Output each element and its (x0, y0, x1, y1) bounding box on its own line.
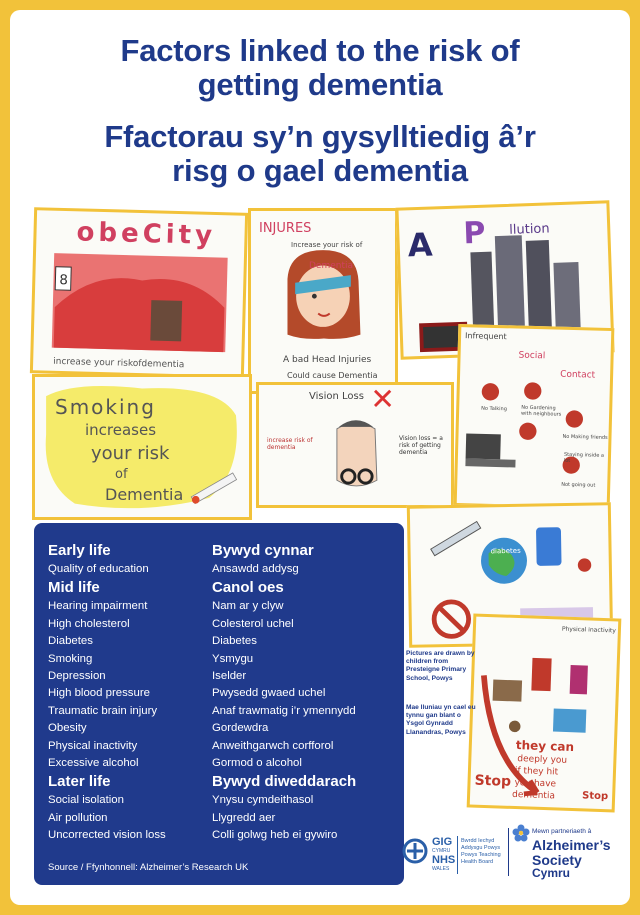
title-welsh-line1: Ffactorau sy’n gysylltiedig â’r (104, 119, 536, 154)
risk-factors-panel (34, 523, 404, 885)
mid-life-item: Obesity (48, 722, 87, 735)
injuries-line4: A bad Head Injuries (283, 355, 372, 365)
title-welsh-line2: risg o gael dementia (172, 153, 468, 188)
final-top-note: Physical inactivity (561, 625, 616, 635)
society-text: Society (532, 852, 582, 868)
nhs-knot-icon (402, 838, 428, 864)
final-line2: deeply you (517, 754, 568, 766)
drawing-social-contact (454, 324, 615, 510)
final-line1: they can (515, 738, 575, 755)
bywyd-diweddarach-heading: Bywyd diweddarach (212, 773, 357, 791)
drawing-smoking (32, 374, 252, 520)
social-word3: Contact (559, 369, 596, 381)
title-welsh (10, 120, 630, 188)
drawing-physical-inactivity (467, 613, 622, 812)
canol-oes-heading: Canol oes (212, 579, 284, 597)
poster (10, 10, 630, 905)
drawing-obesity (30, 207, 248, 379)
logos (402, 810, 627, 880)
canol-oes-item: Diabetes (212, 635, 257, 648)
bywyd-cynnar-item: Ansawdd addysg (212, 563, 299, 575)
collage-globe-text: diabetes (490, 546, 521, 556)
mid-life-item: High cholesterol (48, 617, 130, 630)
mid-life-item: Excessive alcohol (48, 757, 139, 770)
final-stop2: Stop (581, 790, 609, 803)
mid-life-item: High blood pressure (48, 687, 150, 700)
mid-life-item: Depression (48, 670, 106, 683)
canol-oes-item: Nam ar y clyw (212, 600, 284, 613)
smoking-line3: your risk (91, 443, 170, 464)
mid-life-item: Traumatic brain injury (48, 704, 158, 717)
air-pollution-letter-a: A (407, 225, 434, 265)
source-line: Source / Ffynhonnell: Alzheimer’s Research UK (48, 862, 249, 873)
title-english-line2: getting dementia (197, 67, 443, 102)
wales-text: WALES (432, 866, 450, 872)
risk-factors-english (48, 541, 166, 845)
final-line5: dementia (511, 789, 556, 802)
bywyd-diweddarach-item: Ynysu cymdeithasol (212, 794, 314, 807)
board-line4: Health Board (461, 859, 494, 865)
obesity-heading: obeCity (76, 217, 217, 251)
canol-oes-item: Gordewdra (212, 722, 269, 735)
canol-oes-item: Ysmygu (212, 652, 254, 665)
later-life-item: Social isolation (48, 794, 124, 807)
logo-divider (457, 836, 458, 874)
social-note2: No Gardening with neighbours (521, 404, 562, 418)
social-note5: Staying inside a lot (563, 451, 605, 464)
later-life-item: Uncorrected vision loss (48, 829, 166, 842)
title-english (10, 34, 630, 102)
air-pollution-letter-p: P (462, 215, 486, 252)
canol-oes-item: Gormod o alcohol (212, 757, 302, 770)
vision-loss-left-note: increase risk of dementia (267, 437, 313, 451)
cymru-text: CYMRU (432, 848, 451, 854)
nhs-text: NHS (432, 854, 456, 866)
later-life-item: Air pollution (48, 811, 108, 824)
forget-me-not-icon (512, 824, 530, 842)
credit-english: Pictures are drawn by children from Presteigne Primary School, Powys (406, 650, 475, 682)
injuries-line5: Could cause Dementia (287, 371, 378, 380)
social-note4: Not going out (561, 481, 596, 489)
canol-oes-item: Colesterol uchel (212, 617, 294, 630)
board-line2: Addysgu Powys (461, 845, 501, 851)
final-line4: you have (514, 778, 557, 790)
drawing-vision-loss (256, 382, 454, 508)
obesity-caption: increase your riskofdementia (53, 356, 185, 371)
canol-oes-item: Iselder (212, 670, 247, 683)
final-stop1: Stop (474, 772, 512, 790)
credit-welsh: Mae lluniau yn cael eu tynnu gan blant o Ysgol Gynradd Llanandras, Powys (406, 704, 476, 736)
board-line1: Bwrdd Iechyd (461, 838, 495, 844)
smoking-line5: Dementia (105, 485, 184, 504)
smoking-line4: of (115, 467, 128, 482)
mid-life-heading: Mid life (48, 579, 100, 597)
mid-life-item: Physical inactivity (48, 739, 138, 752)
mid-life-item: Diabetes (48, 635, 93, 648)
smoking-line2: increases (85, 421, 157, 439)
canol-oes-item: Pwysedd gwaed uchel (212, 687, 326, 700)
canol-oes-item: Anaf trawmatig i’r ymennydd (212, 704, 356, 717)
gig-text: GIG (432, 836, 453, 848)
social-word1: Infrequent (464, 331, 507, 342)
svg-text:8: 8 (59, 272, 69, 289)
injuries-line3: Dementia (309, 261, 354, 271)
bywyd-diweddarach-item: Llygredd aer (212, 811, 276, 824)
early-life-item: Quality of education (48, 563, 149, 575)
social-note1: No Talking (481, 405, 507, 413)
alzheimers-text: Alzheimer’s (532, 837, 611, 853)
mid-life-item: Smoking (48, 652, 93, 665)
bywyd-cynnar-heading: Bywyd cynnar (212, 542, 314, 559)
vision-loss-heading: Vision Loss (309, 391, 364, 402)
title-english-line1: Factors linked to the risk of (120, 33, 520, 68)
smoking-line1: Smoking (55, 395, 156, 419)
later-life-heading: Later life (48, 773, 111, 791)
social-note3: No Making friends (562, 433, 608, 441)
air-pollution-tail: llution (509, 221, 550, 238)
drawing-injuries (248, 208, 398, 394)
partner-text: Mewn partneriaeth â (532, 828, 592, 835)
injuries-line2: Increase your risk of (291, 241, 363, 249)
final-line3: if they hit (514, 766, 559, 778)
partner-divider (508, 828, 509, 876)
early-life-heading: Early life (48, 542, 111, 559)
vision-loss-right-note: Vision loss = a risk of getting dementia (399, 435, 443, 456)
social-word2: Social (518, 350, 546, 362)
board-line3: Powys Teaching (461, 852, 501, 858)
cymru-society-text: Cymru (532, 866, 571, 880)
bywyd-diweddarach-item: Colli golwg heb ei gywiro (212, 829, 338, 842)
mid-life-item: Hearing impairment (48, 600, 148, 613)
risk-factors-welsh (212, 541, 356, 845)
canol-oes-item: Anweithgarwch corfforol (212, 739, 334, 752)
injuries-heading: INJURES (259, 221, 312, 236)
